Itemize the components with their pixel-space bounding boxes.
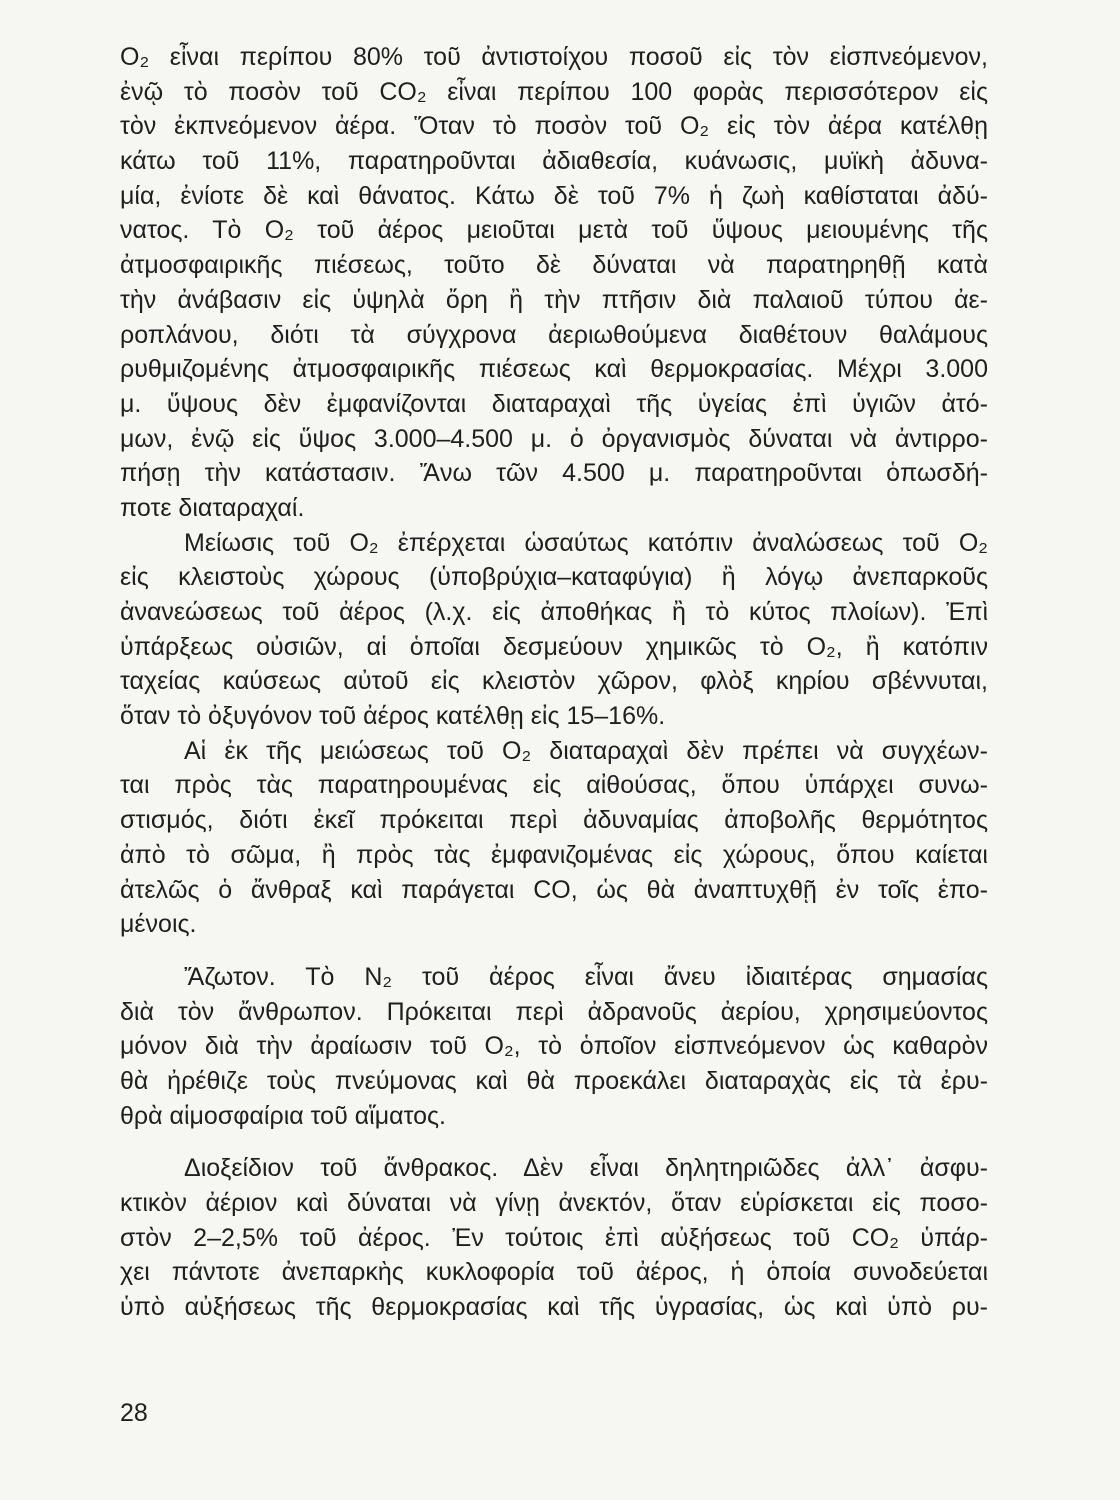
text-line: θὰ ἠρέθιζε τοὺς πνεύμονας καὶ θὰ προεκάλει διαταραχὰς εἰς τὰ ἐρυ-	[120, 1066, 988, 1095]
text-line: ταχείας καύσεως αὐτοῦ εἰς κλειστὸν χῶρον, φλὸξ κηρίου σβέννυται,	[120, 667, 988, 696]
text-line: τὴν ἀνάβασιν εἰς ὑψηλὰ ὄρη ἢ τὴν πτῆσιν διὰ παλαιοῦ τύπου ἀε-	[120, 285, 988, 314]
text-line: Διοξείδιον τοῦ ἄνθρακος. Δὲν εἶναι δηλητηριῶδες ἀλλ᾽ ἀσφυ-	[184, 1154, 988, 1183]
paragraph-nitrogen	[120, 960, 988, 1133]
text-line: ἀνανεώσεως τοῦ ἀέρος (λ.χ. εἰς ἀποθήκας ἢ τὸ κύτος πλοίων). Ἐπὶ	[120, 598, 988, 626]
page-body	[120, 40, 988, 1325]
text-line: ρυθμιζομένης ἀτμοσφαιρικῆς πιέσεως καὶ θερμοκρασίας. Μέχρι 3.000	[120, 355, 988, 384]
text-line: ὑπὸ αὐξήσεως τῆς θερμοκρασίας καὶ τῆς ὑγρασίας, ὡς καὶ ὑπὸ ρυ-	[120, 1293, 988, 1322]
text-line: Ἄζωτον. Τὸ N₂ τοῦ ἀέρος εἶναι ἄνευ ἰδιαιτέρας σημασίας	[184, 962, 988, 991]
paragraph-crowding	[120, 734, 988, 942]
text-line: ὑπάρξεως οὐσιῶν, αἱ ὁποῖαι δεσμεύουν χημικῶς τὸ O₂, ἢ κατόπιν	[120, 632, 988, 661]
text-line: νατος. Τὸ O₂ τοῦ ἀέρος μειοῦται μετὰ τοῦ ὕψους μειουμένης τῆς	[120, 216, 988, 245]
text-line: τὸν ἐκπνεόμενον ἀέρα. Ὅταν τὸ ποσὸν τοῦ O₂ εἰς τὸν ἀέρα κατέλθῃ	[120, 112, 988, 141]
text-line: μία, ἐνίοτε δὲ καὶ θάνατος. Κάτω δὲ τοῦ 7% ἡ ζωὴ καθίσταται ἀδύ-	[120, 181, 988, 210]
text-line: μόνον διὰ τὴν ἀραίωσιν τοῦ O₂, τὸ ὁποῖον εἰσπνεόμενον ὡς καθαρὸν	[120, 1032, 988, 1061]
section-gap	[120, 942, 988, 960]
paragraph-oxygen-depletion	[120, 526, 988, 734]
page-number: 28	[120, 1399, 148, 1427]
paragraph-oxygen-altitude	[120, 40, 988, 526]
text-line: ἀτμοσφαιρικῆς πιέσεως, τοῦτο δὲ δύναται νὰ παρατηρηθῇ κατὰ	[120, 251, 988, 280]
text-line: O₂ εἶναι περίπου 80% τοῦ ἀντιστοίχου ποσοῦ εἰς τὸν εἰσπνεόμενον,	[120, 43, 988, 71]
text-line: Μείωσις τοῦ O₂ ἐπέρχεται ὡσαύτως κατόπιν ἀναλώσεως τοῦ O₂	[184, 528, 988, 557]
text-line: Αἱ ἐκ τῆς μειώσεως τοῦ O₂ διαταραχαὶ δὲν πρέπει νὰ συγχέων-	[184, 736, 988, 765]
text-line: ροπλάνου, διότι τὰ σύγχρονα ἀεριωθούμενα διαθέτουν θαλάμους	[120, 320, 988, 349]
text-line: πήσῃ τὴν κατάστασιν. Ἄνω τῶν 4.500 μ. παρατηροῦνται ὁπωσδή-	[120, 459, 988, 488]
text-line: στισμός, διότι ἐκεῖ πρόκειται περὶ ἀδυναμίας ἀποβολῆς θερμότητος	[120, 806, 988, 835]
text-line: ὅταν τὸ ὀξυγόνον τοῦ ἀέρος κατέλθῃ εἰς 15–16%.	[120, 702, 666, 731]
text-line: ποτε διαταραχαί.	[120, 493, 305, 522]
text-line: ἀτελῶς ὁ ἄνθραξ καὶ παράγεται CO, ὡς θὰ ἀναπτυχθῇ ἐν τοῖς ἑπο-	[120, 875, 988, 904]
text-line: στὸν 2–2,5% τοῦ ἀέρος. Ἐν τούτοις ἐπὶ αὐξήσεως τοῦ CO₂ ὑπάρ-	[120, 1223, 988, 1252]
text-line: χει πάντοτε ἀνεπαρκὴς κυκλοφορία τοῦ ἀέρος, ἡ ὁποία συνοδεύεται	[120, 1258, 988, 1287]
text-line: ται πρὸς τὰς παρατηρουμένας εἰς αἰθούσας, ὅπου ὑπάρχει συνω-	[120, 771, 988, 800]
text-line: κτικὸν ἀέριον καὶ δύναται νὰ γίνῃ ἀνεκτόν, ὅταν εὑρίσκεται εἰς ποσο-	[120, 1189, 988, 1217]
text-line: μένοις.	[120, 910, 197, 939]
paragraph-carbon-dioxide	[120, 1151, 988, 1324]
text-line: διὰ τὸν ἄνθρωπον. Πρόκειται περὶ ἀδρανοῦς ἀερίου, χρησιμεύοντος	[120, 997, 988, 1026]
section-gap	[120, 1133, 988, 1151]
text-line: θρὰ αἱμοσφαίρια τοῦ αἵματος.	[120, 1101, 446, 1130]
text-line: ἀπὸ τὸ σῶμα, ἢ πρὸς τὰς ἐμφανιζομένας εἰς χώρους, ὅπου καίεται	[120, 840, 988, 869]
text-line: κάτω τοῦ 11%, παρατηροῦνται ἀδιαθεσία, κυάνωσις, μυϊκὴ ἀδυνα-	[120, 147, 988, 176]
text-line: ἐνῷ τὸ ποσὸν τοῦ CO₂ εἶναι περίπου 100 φορὰς περισσότερον εἰς	[120, 77, 988, 106]
text-line: μων, ἐνῷ εἰς ὕψος 3.000–4.500 μ. ὁ ὀργανισμὸς δύναται νὰ ἀντιρρο-	[120, 424, 988, 453]
text-line: εἰς κλειστοὺς χώρους (ὑποβρύχια–καταφύγια) ἢ λόγῳ ἀνεπαρκοῦς	[120, 563, 988, 592]
text-line: μ. ὕψους δὲν ἐμφανίζονται διαταραχαὶ τῆς ὑγείας ἐπὶ ὑγιῶν ἀτό-	[120, 389, 988, 418]
